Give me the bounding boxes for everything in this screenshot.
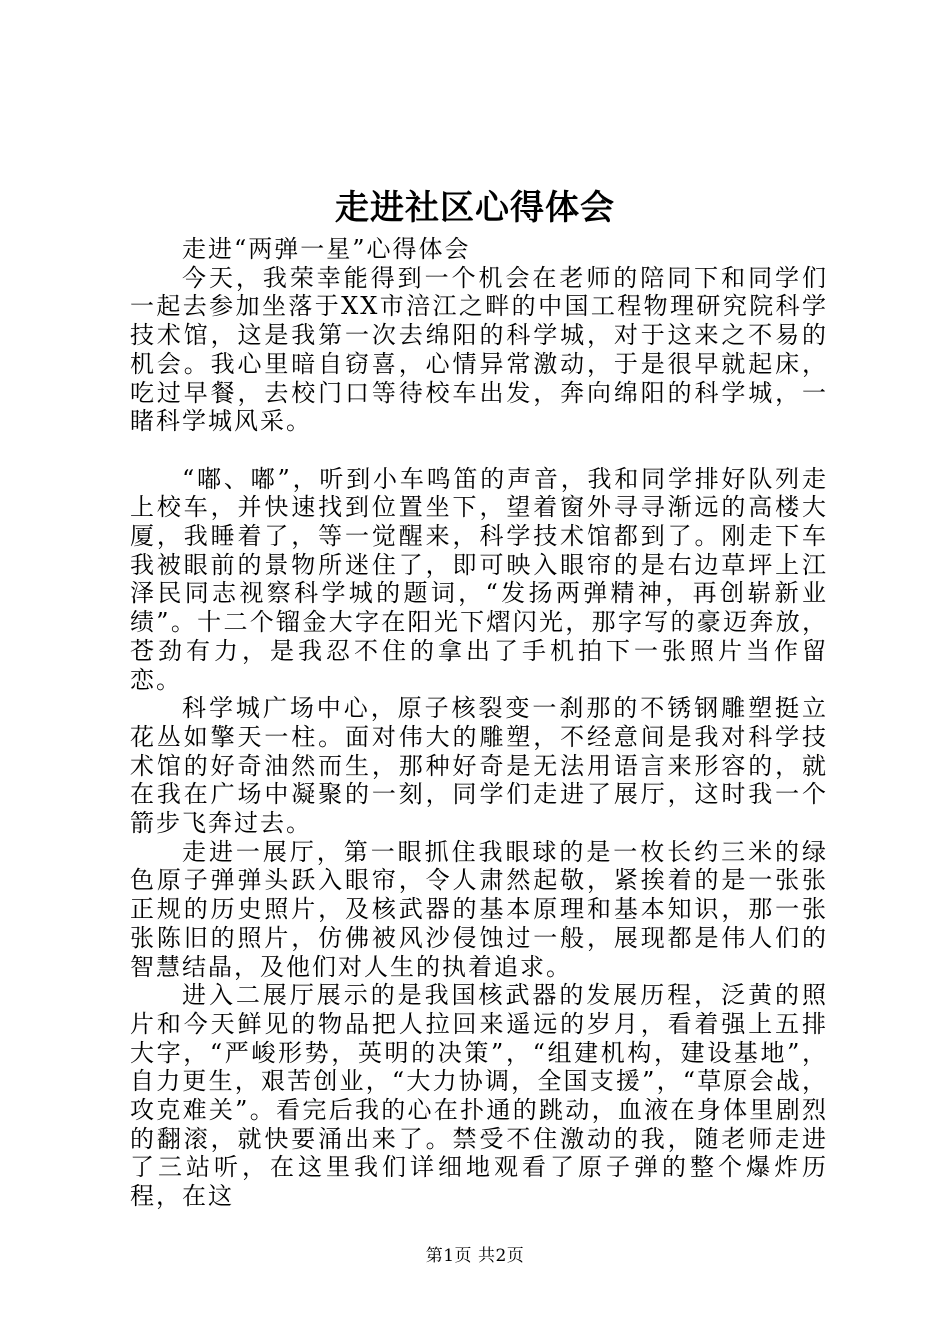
body-paragraph: 走进一展厅，第一眼抓住我眼球的是一枚长约三米的绿色原子弹弹头跃入眼帘，令人肃然起敬，紧挨着的是一张张正规的历史照片，及核武器的基本原理和基本知识，那一张张陈旧的照片，仿佛被风沙侵蚀过一般，展现都是伟人们的智慧结晶，及他们对人生的执着追求。 [130, 837, 828, 981]
body-paragraph: “嘟、嘟”，听到小车鸣笛的声音，我和同学排好队列走上校车，并快速找到位置坐下，望着窗外寻寻渐远的高楼大厦，我睡着了，等一觉醒来，科学技术馆都到了。刚走下车我被眼前的景物所迷住了，即可映入眼帘的是右边草坪上江泽民同志视察科学城的题词，“发扬两弹精神，再创崭新业绩”。十二个镏金大字在阳光下熠闪光，那字写的豪迈奔放，苍劲有力，是我忍不住的拿出了手机拍下一张照片当作留恋。 [130, 464, 828, 694]
subtitle-paragraph: 走进“两弹一星”心得体会 [182, 235, 471, 263]
body-paragraph: 进入二展厅展示的是我国核武器的发展历程，泛黄的照片和今天鲜见的物品把人拉回来遥远的岁月，看着强上五排大字，“严峻形势，英明的决策”，“组建机构，建设基地”，自力更生，艰苦创业，“大力协调，全国支援”，“草原会战，攻克难关”。看完后我的心在扑通的跳动，血液在身体里剧烈的翻滚，就快要涌出来了。禁受不住激动的我，随老师走进了三站听，在这里我们详细地观看了原子弹的整个爆炸历程，在这 [130, 981, 828, 1211]
document-body [130, 235, 828, 1211]
body-paragraph: 今天，我荣幸能得到一个机会在老师的陪同下和同学们一起去参加坐落于XX市涪江之畔的中国工程物理研究院科学技术馆，这是我第一次去绵阳的科学城，对于这来之不易的机会。我心里暗自窃喜，心情异常激动，于是很早就起床，吃过早餐，去校门口等待校车出发，奔向绵阳的科学城，一睹科学城风采。 [130, 263, 828, 436]
page-number-footer: 第1页 共2页 [425, 1246, 525, 1266]
body-paragraph: 科学城广场中心，原子核裂变一刹那的不锈钢雕塑挺立花丛如擎天一柱。面对伟大的雕塑，不经意间是我对科学技术馆的好奇油然而生，那种好奇是无法用语言来形容的，就在我在广场中凝聚的一刻，同学们走进了展厅，这时我一个箭步飞奔过去。 [130, 694, 828, 838]
document-title: 走进社区心得体会 [335, 188, 615, 228]
